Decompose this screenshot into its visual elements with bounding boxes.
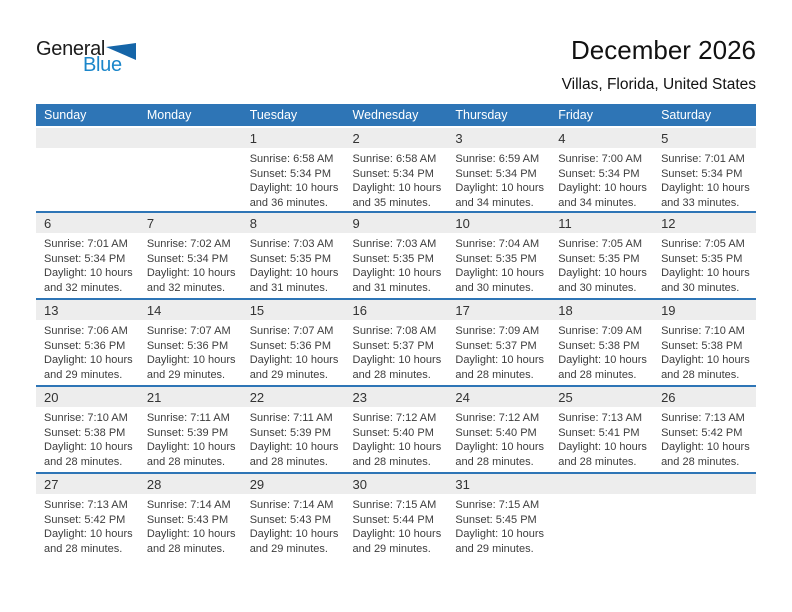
day-info-line: and 28 minutes. (352, 455, 431, 468)
day-number: 6 (36, 213, 139, 233)
day-number: 18 (550, 300, 653, 320)
day-info-line: Sunset: 5:34 PM (146, 252, 229, 265)
day-info-line: Daylight: 10 hours (249, 182, 339, 194)
day-info-line: and 30 minutes. (558, 281, 637, 294)
day-sun-info (139, 233, 242, 295)
calendar-day-cell-27 (36, 474, 139, 559)
day-number: 8 (242, 213, 345, 233)
day-info-line: Sunrise: 6:58 AM (352, 153, 437, 165)
calendar-day-cell-24 (447, 387, 550, 472)
day-info-line: Sunrise: 7:05 AM (558, 238, 642, 250)
calendar-day-cell-30 (345, 474, 448, 559)
day-info-line: and 28 minutes. (661, 368, 740, 381)
day-sun-info (447, 494, 550, 556)
day-sun-info (653, 233, 756, 295)
calendar-day-cell-29 (242, 474, 345, 559)
day-info-line: Daylight: 10 hours (44, 528, 133, 540)
day-info-line: Sunrise: 7:14 AM (249, 499, 334, 511)
day-info-line: Sunrise: 7:09 AM (558, 325, 642, 337)
weekday-header-wednesday: Wednesday (352, 108, 419, 122)
day-number: 1 (242, 128, 345, 148)
day-info-line: Sunset: 5:38 PM (44, 426, 126, 439)
calendar-week-row (36, 472, 756, 559)
day-info-line: and 34 minutes. (558, 196, 637, 209)
calendar-day-cell-12 (653, 213, 756, 298)
day-info-line: Sunrise: 6:59 AM (455, 153, 540, 165)
day-info-line: Daylight: 10 hours (249, 267, 339, 279)
day-sun-info (345, 407, 448, 469)
day-sun-info (242, 407, 345, 469)
weekday-header-friday: Friday (558, 108, 593, 122)
day-sun-info (139, 320, 242, 382)
day-info-line: and 28 minutes. (352, 368, 431, 381)
calendar-day-cell-22 (242, 387, 345, 472)
day-sun-info (550, 148, 653, 210)
title-block (562, 36, 756, 94)
day-info-line: Sunrise: 7:05 AM (661, 238, 745, 250)
day-info-line: Daylight: 10 hours (249, 441, 339, 453)
day-info-line: Sunset: 5:34 PM (352, 167, 434, 180)
day-sun-info (653, 407, 756, 469)
day-number: 3 (447, 128, 550, 148)
day-info-line: and 29 minutes. (352, 542, 431, 555)
day-info-line: Sunset: 5:39 PM (249, 426, 332, 439)
day-info-line: Sunset: 5:37 PM (352, 339, 434, 352)
day-number: 15 (242, 300, 345, 320)
day-sun-info (550, 233, 653, 295)
day-number: 10 (447, 213, 550, 233)
page-title: December 2026 (571, 35, 756, 65)
day-number: 7 (139, 213, 242, 233)
day-info-line: Sunset: 5:36 PM (146, 339, 229, 352)
general-blue-logo (36, 38, 176, 76)
weekday-header-saturday: Saturday (661, 108, 712, 122)
day-info-line: Sunrise: 7:11 AM (249, 412, 333, 424)
calendar-day-cell-18 (550, 300, 653, 385)
day-info-line: and 28 minutes. (558, 368, 637, 381)
calendar-day-cell-21 (139, 387, 242, 472)
day-sun-info (36, 233, 139, 295)
day-info-line: and 32 minutes. (146, 281, 226, 294)
day-info-line: and 28 minutes. (455, 455, 534, 468)
day-info-line: Sunset: 5:35 PM (661, 252, 743, 265)
calendar-empty-cell (139, 128, 242, 211)
day-info-line: and 29 minutes. (44, 368, 123, 381)
day-info-line: Daylight: 10 hours (455, 267, 545, 279)
day-number: 26 (653, 387, 756, 407)
day-info-line: Sunset: 5:38 PM (558, 339, 640, 352)
day-info-line: Daylight: 10 hours (44, 354, 133, 366)
day-number: 29 (242, 474, 345, 494)
calendar-week-row (36, 126, 756, 211)
calendar-day-cell-25 (550, 387, 653, 472)
day-info-line: Daylight: 10 hours (455, 441, 545, 453)
day-info-line: and 28 minutes. (455, 368, 534, 381)
day-number: 12 (653, 213, 756, 233)
day-info-line: and 28 minutes. (661, 455, 740, 468)
weekday-header-row (36, 104, 756, 126)
day-info-line: Sunset: 5:44 PM (352, 513, 434, 526)
day-number (550, 474, 653, 494)
calendar-day-cell-2 (345, 128, 448, 211)
day-info-line: Daylight: 10 hours (249, 354, 339, 366)
day-number: 21 (139, 387, 242, 407)
calendar-day-cell-15 (242, 300, 345, 385)
page-header (36, 36, 756, 98)
day-sun-info (36, 320, 139, 382)
day-info-line: Daylight: 10 hours (558, 267, 647, 279)
day-sun-info (447, 320, 550, 382)
day-info-line: Sunset: 5:34 PM (558, 167, 640, 180)
day-sun-info (242, 233, 345, 295)
calendar-day-cell-9 (345, 213, 448, 298)
day-info-line: Sunset: 5:37 PM (455, 339, 537, 352)
logo-text-general: General (36, 38, 106, 60)
day-number: 23 (345, 387, 448, 407)
day-info-line: Sunset: 5:35 PM (455, 252, 537, 265)
day-info-line: Sunset: 5:42 PM (661, 426, 743, 439)
day-info-line: Daylight: 10 hours (146, 267, 236, 279)
day-sun-info (447, 148, 550, 210)
day-info-line: Daylight: 10 hours (661, 267, 750, 279)
day-info-line: Sunrise: 7:14 AM (146, 499, 231, 511)
day-info-line: and 28 minutes. (44, 455, 123, 468)
day-info-line: Daylight: 10 hours (44, 267, 133, 279)
day-info-line: Sunset: 5:34 PM (455, 167, 537, 180)
day-sun-info (653, 320, 756, 382)
day-number: 27 (36, 474, 139, 494)
day-info-line: Daylight: 10 hours (352, 528, 442, 540)
day-sun-info (447, 407, 550, 469)
day-info-line: and 32 minutes. (44, 281, 123, 294)
day-info-line: Daylight: 10 hours (146, 441, 236, 453)
calendar-week-row (36, 385, 756, 472)
day-info-line: and 36 minutes. (249, 196, 328, 209)
page-subtitle: Villas, Florida, United States (561, 76, 756, 93)
day-number: 16 (345, 300, 448, 320)
day-sun-info (242, 494, 345, 556)
day-info-line: Sunrise: 7:13 AM (558, 412, 642, 424)
day-number: 20 (36, 387, 139, 407)
day-sun-info (345, 494, 448, 556)
weekday-header-tuesday: Tuesday (249, 108, 298, 122)
day-info-line: and 30 minutes. (455, 281, 534, 294)
day-info-line: and 28 minutes. (146, 542, 226, 555)
day-info-line: Sunset: 5:40 PM (455, 426, 537, 439)
calendar-day-cell-14 (139, 300, 242, 385)
calendar-day-cell-4 (550, 128, 653, 211)
day-info-line: and 29 minutes. (455, 542, 534, 555)
day-sun-info (550, 320, 653, 382)
day-info-line: Sunset: 5:43 PM (249, 513, 332, 526)
day-info-line: Sunrise: 7:00 AM (558, 153, 642, 165)
day-info-line: Daylight: 10 hours (455, 354, 545, 366)
day-number: 4 (550, 128, 653, 148)
day-info-line: Daylight: 10 hours (558, 182, 647, 194)
logo-text-blue: Blue (83, 54, 122, 76)
day-info-line: Sunset: 5:45 PM (455, 513, 537, 526)
calendar-day-cell-5 (653, 128, 756, 211)
day-info-line: and 28 minutes. (146, 455, 226, 468)
day-number: 24 (447, 387, 550, 407)
day-info-line: Sunrise: 7:09 AM (455, 325, 540, 337)
calendar-day-cell-23 (345, 387, 448, 472)
calendar-day-cell-3 (447, 128, 550, 211)
day-info-line: Daylight: 10 hours (455, 528, 545, 540)
day-number: 31 (447, 474, 550, 494)
day-info-line: Sunrise: 7:01 AM (661, 153, 745, 165)
day-info-line: Sunset: 5:39 PM (146, 426, 229, 439)
calendar-day-cell-28 (139, 474, 242, 559)
day-sun-info (447, 233, 550, 295)
day-info-line: Sunset: 5:34 PM (44, 252, 126, 265)
day-info-line: Daylight: 10 hours (661, 354, 750, 366)
day-info-line: and 28 minutes. (44, 542, 123, 555)
day-number: 25 (550, 387, 653, 407)
day-info-line: and 28 minutes. (558, 455, 637, 468)
day-info-line: Sunrise: 6:58 AM (249, 153, 334, 165)
day-info-line: Sunrise: 7:07 AM (249, 325, 334, 337)
calendar-day-cell-31 (447, 474, 550, 559)
day-info-line: Sunset: 5:40 PM (352, 426, 434, 439)
day-sun-info (242, 320, 345, 382)
day-info-line: Sunrise: 7:12 AM (455, 412, 540, 424)
day-info-line: and 31 minutes. (352, 281, 431, 294)
day-info-line: Sunrise: 7:15 AM (455, 499, 540, 511)
day-info-line: Daylight: 10 hours (455, 182, 545, 194)
day-info-line: Daylight: 10 hours (661, 182, 750, 194)
day-info-line: Sunset: 5:35 PM (558, 252, 640, 265)
day-info-line: Sunrise: 7:10 AM (661, 325, 745, 337)
day-number: 9 (345, 213, 448, 233)
day-number: 17 (447, 300, 550, 320)
day-info-line: and 30 minutes. (661, 281, 740, 294)
calendar-week-row (36, 211, 756, 298)
day-info-line: and 29 minutes. (249, 368, 328, 381)
calendar-day-cell-6 (36, 213, 139, 298)
day-sun-info (550, 407, 653, 469)
day-info-line: Daylight: 10 hours (352, 267, 442, 279)
day-info-line: Sunset: 5:43 PM (146, 513, 229, 526)
calendar-empty-cell (36, 128, 139, 211)
day-number: 11 (550, 213, 653, 233)
day-info-line: Sunrise: 7:08 AM (352, 325, 437, 337)
day-sun-info (242, 148, 345, 210)
day-number (36, 128, 139, 148)
day-number: 22 (242, 387, 345, 407)
calendar-day-cell-17 (447, 300, 550, 385)
month-calendar (36, 104, 756, 559)
calendar-day-cell-16 (345, 300, 448, 385)
calendar-day-cell-13 (36, 300, 139, 385)
day-info-line: Sunrise: 7:01 AM (44, 238, 128, 250)
weekday-header-monday: Monday (146, 108, 192, 122)
day-info-line: and 28 minutes. (249, 455, 328, 468)
day-info-line: Daylight: 10 hours (558, 441, 647, 453)
day-number: 5 (653, 128, 756, 148)
day-sun-info (36, 494, 139, 556)
calendar-day-cell-11 (550, 213, 653, 298)
day-info-line: Sunset: 5:36 PM (44, 339, 126, 352)
day-info-line: Daylight: 10 hours (146, 528, 236, 540)
day-info-line: Sunset: 5:36 PM (249, 339, 332, 352)
calendar-week-row (36, 298, 756, 385)
day-info-line: Sunset: 5:38 PM (661, 339, 743, 352)
day-info-line: Sunrise: 7:02 AM (146, 238, 231, 250)
day-sun-info (653, 148, 756, 210)
day-info-line: Sunrise: 7:03 AM (352, 238, 437, 250)
day-sun-info (345, 148, 448, 210)
day-sun-info (139, 407, 242, 469)
calendar-weeks (36, 126, 756, 559)
calendar-day-cell-8 (242, 213, 345, 298)
day-info-line: Sunrise: 7:07 AM (146, 325, 231, 337)
day-info-line: Sunset: 5:42 PM (44, 513, 126, 526)
day-info-line: Daylight: 10 hours (558, 354, 647, 366)
day-info-line: Daylight: 10 hours (146, 354, 236, 366)
calendar-day-cell-20 (36, 387, 139, 472)
day-info-line: Daylight: 10 hours (661, 441, 750, 453)
day-number: 2 (345, 128, 448, 148)
day-info-line: and 29 minutes. (146, 368, 226, 381)
weekday-header-thursday: Thursday (455, 108, 508, 122)
day-sun-info (345, 320, 448, 382)
day-number (139, 128, 242, 148)
day-info-line: Sunrise: 7:06 AM (44, 325, 128, 337)
calendar-empty-cell (653, 474, 756, 559)
day-info-line: Daylight: 10 hours (352, 441, 442, 453)
day-info-line: Sunrise: 7:10 AM (44, 412, 128, 424)
day-number: 30 (345, 474, 448, 494)
day-info-line: Daylight: 10 hours (249, 528, 339, 540)
day-number: 14 (139, 300, 242, 320)
day-info-line: Sunrise: 7:04 AM (455, 238, 540, 250)
day-info-line: Sunset: 5:35 PM (249, 252, 332, 265)
calendar-day-cell-26 (653, 387, 756, 472)
day-info-line: and 35 minutes. (352, 196, 431, 209)
day-sun-info (36, 407, 139, 469)
day-number (653, 474, 756, 494)
day-info-line: and 33 minutes. (661, 196, 740, 209)
day-info-line: Sunrise: 7:03 AM (249, 238, 334, 250)
calendar-day-cell-10 (447, 213, 550, 298)
day-info-line: Sunset: 5:34 PM (661, 167, 743, 180)
day-number: 28 (139, 474, 242, 494)
day-info-line: Sunset: 5:35 PM (352, 252, 434, 265)
day-info-line: Daylight: 10 hours (352, 182, 442, 194)
day-info-line: and 29 minutes. (249, 542, 328, 555)
day-info-line: Sunrise: 7:12 AM (352, 412, 437, 424)
day-number: 19 (653, 300, 756, 320)
day-info-line: Daylight: 10 hours (44, 441, 133, 453)
day-info-line: Daylight: 10 hours (352, 354, 442, 366)
day-sun-info (139, 494, 242, 556)
day-info-line: Sunrise: 7:15 AM (352, 499, 437, 511)
weekday-header-sunday: Sunday (44, 108, 87, 122)
day-number: 13 (36, 300, 139, 320)
calendar-day-cell-1 (242, 128, 345, 211)
day-info-line: and 34 minutes. (455, 196, 534, 209)
day-info-line: and 31 minutes. (249, 281, 328, 294)
calendar-day-cell-19 (653, 300, 756, 385)
day-info-line: Sunrise: 7:13 AM (661, 412, 745, 424)
calendar-empty-cell (550, 474, 653, 559)
day-info-line: Sunset: 5:34 PM (249, 167, 332, 180)
day-info-line: Sunrise: 7:13 AM (44, 499, 128, 511)
calendar-day-cell-7 (139, 213, 242, 298)
day-info-line: Sunset: 5:41 PM (558, 426, 640, 439)
day-info-line: Sunrise: 7:11 AM (146, 412, 230, 424)
day-sun-info (345, 233, 448, 295)
